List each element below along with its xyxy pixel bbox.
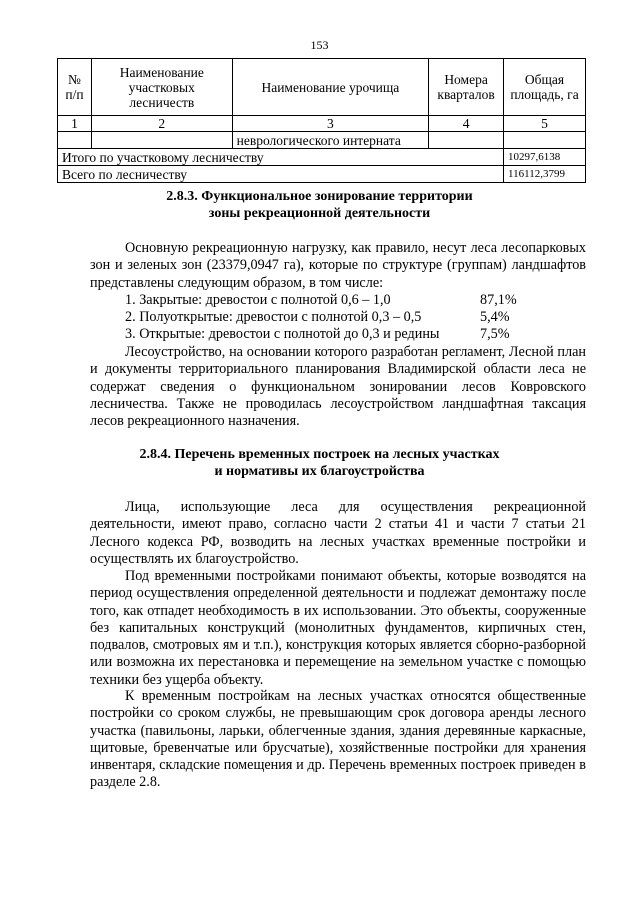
table-cell bbox=[429, 132, 504, 149]
subtotal-value: 10297,6138 bbox=[504, 149, 586, 166]
header-district: Наименование участковых лесничеств bbox=[91, 59, 232, 116]
list-item-percent: 7,5% bbox=[480, 326, 510, 342]
list-item-percent: 87,1% bbox=[480, 292, 517, 308]
section-title-2-8-4 bbox=[0, 446, 639, 480]
paragraph: К временным постройкам на лесных участках относятся общественные постройки со сроком службы, не превышающим срок договора аренды лесного участка (павильоны, ларьки, облегченные здания, здания деревянные каркасные, щитовые, бревенчатые или брусчатые), хозяйственные постройки для хранения инвентаря, складские помещения и др. Перечень временных построек приведен в разделе 2.8. bbox=[90, 688, 586, 791]
total-label: Всего по лесничеству bbox=[58, 166, 504, 183]
table-cell bbox=[58, 132, 92, 149]
list-item-percent: 5,4% bbox=[480, 309, 510, 325]
section-title-line1: 2.8.3. Функциональное зонирование территории bbox=[166, 189, 473, 204]
table-index-row bbox=[58, 116, 586, 132]
total-value: 116112,3799 bbox=[504, 166, 586, 183]
section-title-line1: 2.8.4. Перечень временных построек на лесных участках bbox=[139, 447, 500, 462]
list-item: 3. Открытые: древостои с полнотой до 0,3 и редины bbox=[125, 326, 440, 342]
total-row bbox=[58, 166, 586, 183]
index-cell: 5 bbox=[504, 116, 586, 132]
table-cell bbox=[504, 132, 586, 149]
forest-area-table bbox=[57, 58, 586, 183]
header-quarters: Номера кварталов bbox=[429, 59, 504, 116]
index-cell: 2 bbox=[91, 116, 232, 132]
section-title-line2: зоны рекреационной деятельности bbox=[208, 206, 431, 221]
header-tract: Наименование урочища bbox=[232, 59, 428, 116]
paragraph: Под временными постройками понимают объекты, которые возводятся на период осуществления определенной деятельности и подлежат демонтажу после того, как отпадет необходимость в их использовании. Это объекты, сооруженные без капитальных конструкций (монолитных фундаментов, кирпичных стен, подвалов, смотровых ям и т.п.), конструкция которых является сборно-разборной или возможна их перестановка и перемещение на земельном участке с помощью техники без ущерба объекту. bbox=[90, 568, 586, 688]
index-cell: 1 bbox=[58, 116, 92, 132]
paragraph: Лица, использующие леса для осуществления рекреационной деятельности, имеют право, согласно части 2 статьи 41 и части 7 статьи 21 Лесного кодекса РФ, возводить на лесных участках временные постройки и осуществлять их благоустройство. bbox=[90, 499, 586, 567]
subtotal-label: Итого по участковому лесничеству bbox=[58, 149, 504, 166]
section-title-2-8-3 bbox=[0, 188, 639, 222]
section-title-line2: и нормативы их благоустройства bbox=[214, 464, 425, 479]
paragraph: Основную рекреационную нагрузку, как правило, несут леса лесопарковых зон и зеленых зон (23379,0947 га), которые по структуре (группам) ландшафтов представлены следующим образом, в том числе: bbox=[90, 240, 586, 291]
table-header-row bbox=[58, 59, 586, 116]
index-cell: 4 bbox=[429, 116, 504, 132]
list-item: 1. Закрытые: древостои с полнотой 0,6 – 1,0 bbox=[125, 292, 391, 308]
header-number: № п/п bbox=[58, 59, 92, 116]
subtotal-row bbox=[58, 149, 586, 166]
page-number: 153 bbox=[310, 38, 329, 52]
paragraph: Лесоустройство, на основании которого разработан регламент, Лесной план и документы территориального планирования Владимирской области леса не содержат сведения о функциональном зонировании лесов Ковровского лесничества. Также не проводилась лесоустройством ландшафтная таксация лесов рекреационного назначения. bbox=[90, 344, 586, 430]
table-row bbox=[58, 132, 586, 149]
tract-name-cell: неврологического интерната bbox=[232, 132, 428, 149]
table-cell bbox=[91, 132, 232, 149]
list-item: 2. Полуоткрытые: древостои с полнотой 0,3 – 0,5 bbox=[125, 309, 422, 325]
index-cell: 3 bbox=[232, 116, 428, 132]
header-area: Общая площадь, га bbox=[504, 59, 586, 116]
